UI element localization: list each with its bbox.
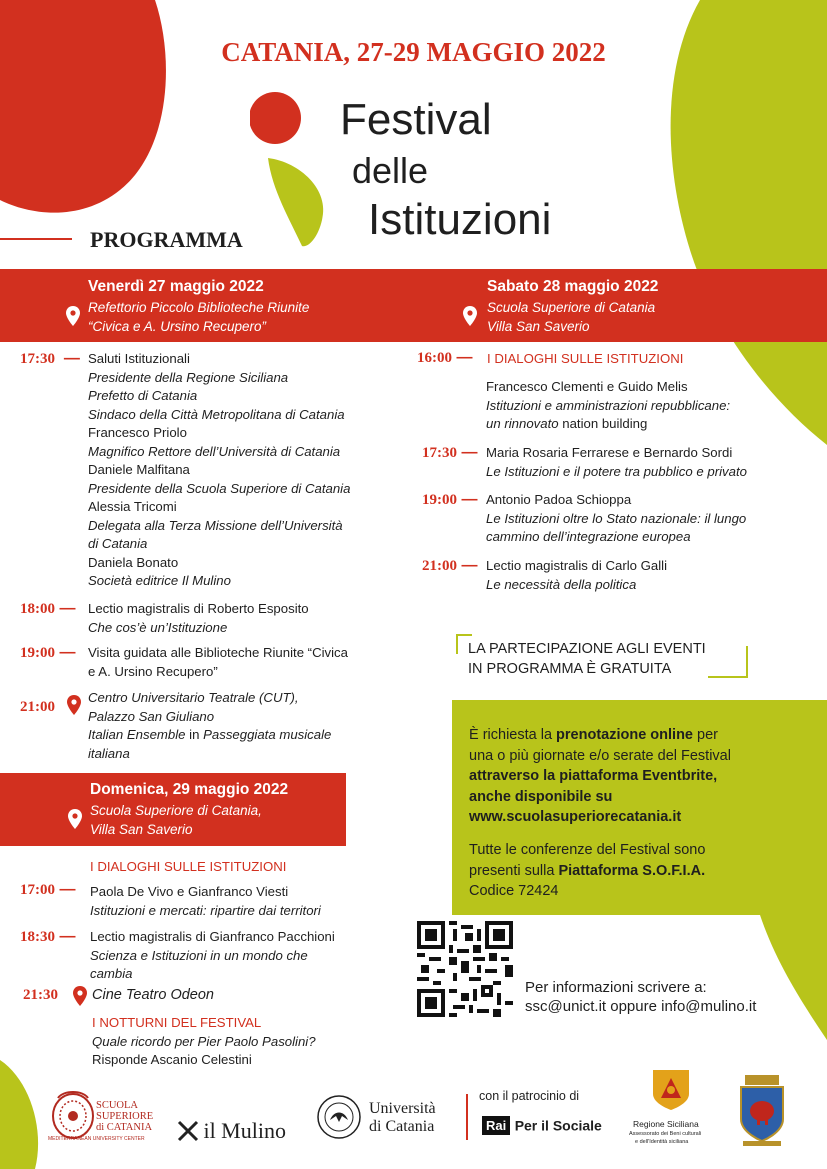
event-subtitle: Scienza e Istituzioni in un mondo che xyxy=(90,947,308,963)
speaker-name: Francesco Clementi e Guido Melis xyxy=(486,379,688,394)
event-time: 21:00 xyxy=(20,699,55,715)
sofia-code: Codice 72424 xyxy=(469,883,559,900)
speaker-role: Delegata alla Terza Missione dell’Università xyxy=(88,517,343,533)
day3-event-2130 xyxy=(23,986,58,1004)
event-subtitle: Le necessità della politica xyxy=(486,576,637,592)
day2-heading: I DIALOGHI SULLE ISTITUZIONI xyxy=(487,351,684,366)
notturni-heading: I NOTTURNI DEL FESTIVAL xyxy=(92,1015,262,1030)
day2-place1: Scuola Superiore di Catania xyxy=(487,300,656,315)
info-emails[interactable]: ssc@unict.it oppure info@mulino.it xyxy=(525,998,757,1015)
regione-shield-icon xyxy=(653,1070,689,1110)
speaker-name: Risponde Ascanio Celestini xyxy=(92,1052,252,1067)
location-pin-icon xyxy=(67,695,81,715)
event-line: Presidente della Regione Siciliana xyxy=(88,369,289,385)
speaker-name: Paola De Vivo e Gianfranco Viesti xyxy=(90,884,289,899)
unict-seal-icon xyxy=(316,1094,362,1140)
ensemble-name: Italian Ensemble xyxy=(88,727,186,742)
speaker-name: Daniele Malfitana xyxy=(88,462,190,477)
event-time: 17:30 xyxy=(20,351,55,367)
day3-title: Domenica, 29 maggio 2022 xyxy=(90,781,289,798)
unict-name2: di Catania xyxy=(369,1118,435,1135)
catania-city-crest-icon xyxy=(737,1075,787,1147)
event-time: 21:00 xyxy=(422,558,457,574)
speaker-name: Alessia Tricomi xyxy=(88,499,177,514)
event-title: e A. Ursino Recupero” xyxy=(88,663,218,679)
day3-event-2130-place: Cine Teatro Odeon xyxy=(92,987,214,1003)
connector-text: in xyxy=(185,727,204,742)
day1-event-1900: 19:00 — xyxy=(20,644,76,661)
logo-delle: delle xyxy=(352,150,429,191)
speaker-role: Società editrice Il Mulino xyxy=(88,573,231,588)
location-pin-icon xyxy=(73,986,87,1006)
day1-event-2100-body xyxy=(88,689,331,763)
day3-heading: I DIALOGHI SULLE ISTITUZIONI xyxy=(90,859,287,874)
unict-name1: Università xyxy=(369,1100,436,1117)
day3-event-1830: 18:30 — xyxy=(20,928,76,945)
event-subtitle: Che cos’è un’Istituzione xyxy=(88,619,228,635)
festival-logo-mark xyxy=(250,90,330,250)
day1-event-1900-body xyxy=(88,644,348,681)
event-subtitle: un rinnovato xyxy=(486,416,559,431)
speaker-role: Presidente della Scuola Superiore di Catania xyxy=(88,480,351,496)
day3-place1: Scuola Superiore di Catania, xyxy=(90,803,262,818)
event-title: Visita guidata alle Biblioteche Riunite “Civica xyxy=(88,645,348,660)
location-pin-icon xyxy=(66,306,80,326)
unict-logo xyxy=(316,1092,446,1152)
day1-title: Venerdì 27 maggio 2022 xyxy=(88,278,264,295)
qr-code[interactable] xyxy=(417,921,513,1017)
info-line1: Per informazioni scrivere a: xyxy=(525,979,707,996)
free-entry-box xyxy=(456,634,748,678)
event-line: Prefetto di Catania xyxy=(88,388,198,403)
day2-title: Sabato 28 maggio 2022 xyxy=(487,278,659,295)
red-blob-top-left xyxy=(0,0,166,213)
day1-event-1730-body xyxy=(88,350,350,591)
day3-place2: Villa San Saverio xyxy=(90,822,193,837)
booking-text-part: per xyxy=(693,727,718,743)
event-time: 18:00 xyxy=(20,601,55,617)
day1-event-1800-body xyxy=(88,600,309,637)
speaker-name: Antonio Padoa Schioppa xyxy=(486,492,632,507)
event-subtitle: Le Istituzioni e il potere tra pubblico e privato xyxy=(486,463,747,479)
rai-per-il-sociale: Per il Sociale xyxy=(514,1117,602,1134)
event-time: 17:30 xyxy=(422,445,457,461)
mulino-name: il Mulino xyxy=(203,1118,286,1143)
free-entry-line1: LA PARTECIPAZIONE AGLI EVENTI xyxy=(468,641,706,657)
location-pin-icon xyxy=(68,809,82,829)
event-title: Saluti Istituzionali xyxy=(88,351,190,366)
event-time: 19:00 xyxy=(422,492,457,508)
event-subtitle: Le Istituzioni oltre lo Stato nazionale: il lungo xyxy=(486,510,747,526)
event-title: Lectio magistralis di Carlo Galli xyxy=(486,558,668,573)
speaker-role: di Catania xyxy=(88,536,148,551)
event-place: Centro Universitario Teatrale (CUT), xyxy=(88,690,299,705)
day2-event-1730-body xyxy=(486,444,747,481)
booking-highlight: anche disponibile su xyxy=(469,788,613,805)
day2-event-1600: 16:00 — xyxy=(417,349,473,366)
ssc-logo xyxy=(48,1088,168,1144)
rai-badge: Rai xyxy=(482,1116,510,1135)
event-time: 21:30 xyxy=(23,987,58,1003)
event-line: Sindaco della Città Metropolitana di Catania xyxy=(88,406,345,422)
event-time: 17:00 xyxy=(20,882,55,898)
patrocinio-label: con il patrocinio di xyxy=(479,1089,580,1103)
event-subtitle: nation building xyxy=(558,416,648,431)
free-entry-line2: IN PROGRAMMA È GRATUITA xyxy=(468,661,672,677)
logo-festival: Festival xyxy=(340,95,492,144)
event-subtitle: cammino dell’integrazione europea xyxy=(486,529,691,544)
booking-highlight: attraverso la piattaforma Eventbrite, xyxy=(469,768,718,785)
day1-event-1730: 17:30 — xyxy=(20,350,80,367)
event-place: Palazzo San Giuliano xyxy=(88,708,215,724)
day3-event-1700: 17:00 — xyxy=(20,881,76,898)
event-date: CATANIA, 27-29 MAGGIO 2022 xyxy=(221,37,606,67)
event-title: Lectio magistralis di Gianfranco Pacchioni xyxy=(90,929,335,944)
speaker-name: Daniela Bonato xyxy=(88,554,179,570)
programma-label: PROGRAMMA xyxy=(90,227,243,252)
windmill-icon xyxy=(177,1120,199,1142)
event-subtitle: Istituzioni e amministrazioni repubblicane: xyxy=(486,397,731,413)
speaker-name: Francesco Priolo xyxy=(88,425,187,440)
regione-logo xyxy=(625,1070,735,1150)
speaker-name: Maria Rosaria Ferrarese e Bernardo Sordi xyxy=(486,445,733,460)
event-subtitle: cambia xyxy=(90,966,133,981)
day2-event-1600-body xyxy=(486,378,730,434)
day1-event-1800: 18:00 — xyxy=(20,600,76,617)
ssc-emblem-icon xyxy=(48,1088,98,1140)
ssc-name3: di CATANIA xyxy=(96,1122,153,1133)
show-title: Passeggiata musicale xyxy=(203,727,332,742)
event-title: Lectio magistralis di Roberto Esposito xyxy=(88,601,309,616)
booking-text xyxy=(469,725,731,902)
ssc-name1: SCUOLA xyxy=(96,1100,139,1111)
day2-event-2100-body xyxy=(486,557,667,594)
green-blob-bottom-right xyxy=(760,915,827,1040)
day2-event-1730: 17:30 — xyxy=(422,444,478,461)
sofia-platform: Piattaforma S.O.F.I.A. xyxy=(558,862,706,879)
logo-istituzioni: Istituzioni xyxy=(368,195,552,244)
mulino-logo xyxy=(177,1118,286,1144)
show-title: italiana xyxy=(88,745,130,761)
footer-separator xyxy=(466,1094,468,1140)
event-subtitle: Istituzioni e mercati: ripartire dai territori xyxy=(90,902,321,918)
day2-event-2100: 21:00 — xyxy=(422,557,478,574)
day2-place2: Villa San Saverio xyxy=(487,319,590,334)
regione-dept2: e dell'Identità siciliana xyxy=(635,1139,689,1145)
event-time: 18:30 xyxy=(20,929,55,945)
day2-event-1900: 19:00 — xyxy=(422,491,478,508)
day3-event-1700-body xyxy=(90,883,321,920)
sofia-text: Tutte le conferenze del Festival sono xyxy=(469,841,706,858)
programma-rule xyxy=(0,238,72,240)
day1-event-2100 xyxy=(20,698,55,716)
day3-event-2130-body xyxy=(92,1014,316,1070)
regione-name: Regione Siciliana xyxy=(633,1119,699,1129)
booking-text-part: È richiesta la xyxy=(469,727,557,743)
regione-dept1: Assessorato dei Beni culturali xyxy=(629,1131,702,1137)
ssc-name4: MEDITERRANEAN UNIVERSITY CENTER xyxy=(48,1136,145,1142)
event-time: 19:00 xyxy=(20,645,55,661)
booking-highlight: prenotazione online xyxy=(556,727,693,743)
day3-event-1830-body xyxy=(90,928,335,984)
event-subtitle: Quale ricordo per Pier Paolo Pasolini? xyxy=(92,1033,316,1049)
speaker-role: Magnifico Rettore dell’Università di Catania xyxy=(88,443,341,459)
location-pin-icon xyxy=(463,306,477,326)
ssc-name2: SUPERIORE xyxy=(96,1111,154,1122)
event-time: 16:00 xyxy=(417,350,452,366)
green-blob-bottom-left xyxy=(0,1060,38,1169)
day2-event-1900-body xyxy=(486,491,746,547)
rai-logo xyxy=(482,1116,602,1135)
day1-place1: Refettorio Piccolo Biblioteche Riunite xyxy=(88,300,310,315)
booking-website-link[interactable]: www.scuolasuperiorecatania.it xyxy=(469,809,682,826)
day1-place2: “Civica e A. Ursino Recupero” xyxy=(88,319,267,334)
booking-text-part: una o più giornate e/o serate del Festival xyxy=(469,747,731,764)
sofia-text: presenti sulla xyxy=(469,862,559,879)
